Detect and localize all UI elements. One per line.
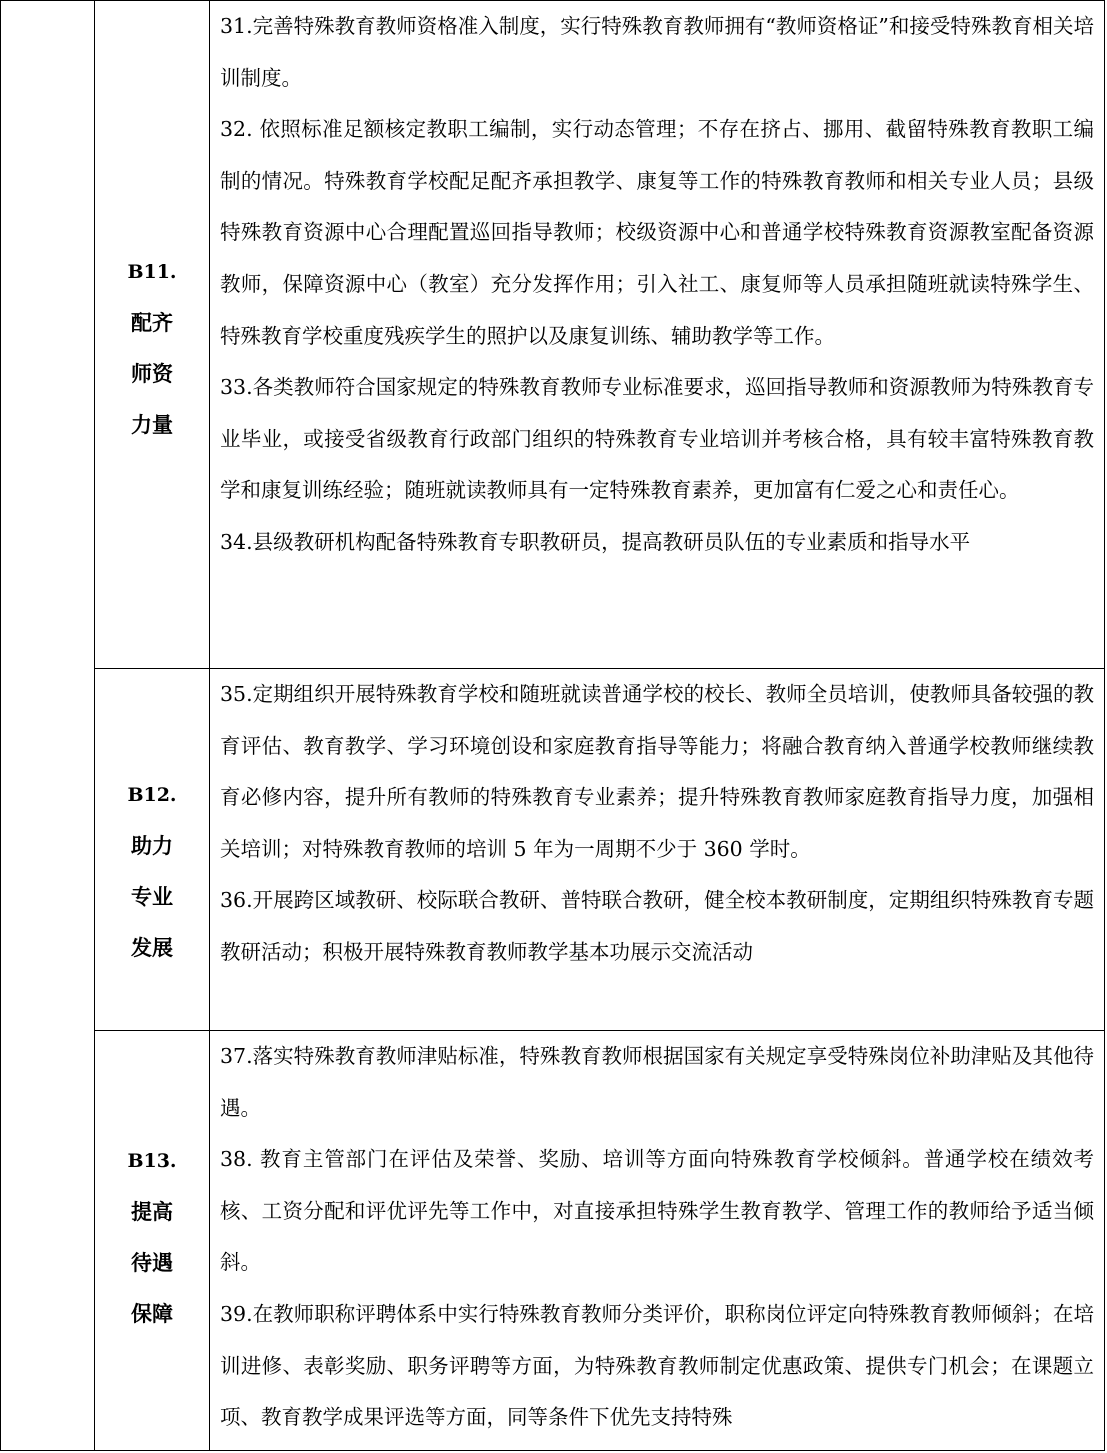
- table-row-b13: [1, 1031, 1105, 1451]
- requirement-item: 35.定期组织开展特殊教育学校和随班就读普通学校的校长、教师全员培训，使教师具备较强的教育评估、教育教学、学习环境创设和家庭教育指导等能力；将融合教育纳入普通学校教师继续教育必修内容，提升所有教师的特殊教育专业素养；提升特殊教育教师家庭教育指导力度，加强相关培训；对特殊教育教师的培训 5 年为一周期不少于 360 学时。: [220, 682, 1094, 861]
- indicator-code: B12.: [127, 783, 177, 806]
- indicator-label-b11: [95, 1, 210, 669]
- requirement-item: 38. 教育主管部门在评估及荣誉、奖励、培训等方面向特殊教育学校倾斜。普通学校在绩效考核、工资分配和评优评先等工作中，对直接承担特殊学生教育教学、管理工作的教师给予适当倾斜。: [220, 1147, 1094, 1275]
- content-cell-b12: [210, 669, 1105, 1031]
- indicator-code: B13.: [127, 1150, 177, 1172]
- requirement-item: 36.开展跨区域教研、校际联合教研、普特联合教研，健全校本教研制度，定期组织特殊教育专题教研活动；积极开展特殊教育教师教学基本功展示交流活动: [220, 888, 1094, 964]
- requirement-item: 32. 依照标准足额核定教职工编制，实行动态管理；不存在挤占、挪用、截留特殊教育教职工编制的情况。特殊教育学校配足配齐承担教学、康复等工作的特殊教育教师和相关专业人员；县级特殊教育资源中心合理配置巡回指导教师；校级资源中心和普通学校特殊教育资源教室配备资源教师，保障资源中心（教室）充分发挥作用；引入社工、康复师等人员承担随班就读特殊学生、特殊教育学校重度残疾学生的照护以及康复训练、辅助教学等工作。: [220, 117, 1094, 348]
- indicator-title-line: 专业: [131, 884, 173, 909]
- requirement-item: 37.落实特殊教育教师津贴标准，特殊教育教师根据国家有关规定享受特殊岗位补助津贴及其他待遇。: [220, 1044, 1094, 1120]
- indicator-title-line: 发展: [131, 935, 173, 960]
- indicator-title-line: 师资: [131, 361, 173, 386]
- requirement-item: 31.完善特殊教育教师资格准入制度，实行特殊教育教师拥有“教师资格证”和接受特殊教育相关培训制度。: [220, 14, 1094, 90]
- content-cell-b13: [210, 1031, 1105, 1451]
- indicator-code: B11.: [127, 260, 177, 283]
- indicator-title-line: 力量: [131, 412, 173, 437]
- indicator-title-line: 配齐: [131, 310, 173, 335]
- indicator-title-line: 待遇: [131, 1251, 173, 1275]
- indicator-label-b12: [95, 669, 210, 1031]
- requirement-item: 34.县级教研机构配备特殊教育专职教研员，提高教研员队伍的专业素质和指导水平: [220, 529, 971, 554]
- indicator-title-line: 助力: [131, 833, 173, 858]
- table-row-b12: [1, 669, 1105, 1031]
- requirement-item: 33.各类教师符合国家规定的特殊教育教师专业标准要求，巡回指导教师和资源教师为特殊教育专业毕业，或接受省级教育行政部门组织的特殊教育专业培训并考核合格，具有较丰富特殊教育教学和康复训练经验；随班就读教师具有一定特殊教育素养，更加富有仁爱之心和责任心。: [220, 375, 1094, 503]
- indicator-title-line: 保障: [131, 1302, 173, 1326]
- table-row-b11: [1, 1, 1105, 669]
- indicator-title-line: 提高: [131, 1200, 173, 1224]
- requirement-item: 39.在教师职称评聘体系中实行特殊教育教师分类评价，职称岗位评定向特殊教育教师倾斜；在培训进修、表彰奖励、职务评聘等方面，为特殊教育教师制定优惠政策、提供专门机会；在课题立项、教育教学成果评选等方面，同等条件下优先支持特殊: [220, 1301, 1094, 1430]
- category-cell: [1, 1, 95, 1451]
- indicator-label-b13: [95, 1031, 210, 1451]
- content-cell-b11: [210, 1, 1105, 669]
